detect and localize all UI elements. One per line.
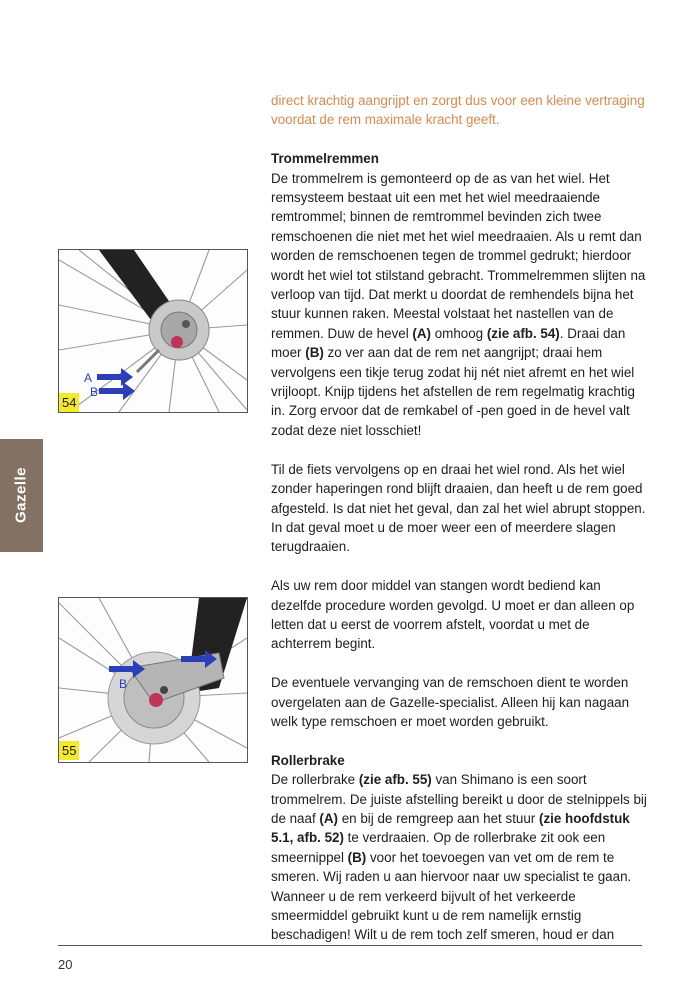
drum-ref-fig54: (zie afb. 54) — [486, 325, 560, 341]
drum-text-3: . Draai dan moer — [271, 325, 626, 361]
drum-brake-heading: Trommelremmen — [271, 151, 379, 167]
figure-54-label-b: B — [90, 385, 99, 399]
figure-54 — [58, 249, 248, 413]
drum-text-4: zo ver aan dat de rem net aangrijpt; draai hem vervolgens een tikje terug zodat hij nét niet afremt en het wiel vrijloopt. Knijp tijdens het afstellen de rem regelmatig krachtig in. Zorg ervoor dat de remkabel of -pen goed in de hevel valt zodat deze niet losschiet! — [271, 345, 635, 438]
figure-55 — [58, 597, 248, 763]
roller-text-5: voor het toevoegen van vet om de rem te smeren. Wij raden u aan hiervoor naar uw specialist te gaan. Wanneer u de rem verkeerd bijvult of het verkeerde smeermiddel gebruikt kunt u de rem namelijk ernstig beschadigen! Wilt u de rem toch zelf smeren, houd er dan — [271, 849, 632, 943]
drum-text-2: omhoog — [431, 325, 487, 341]
roller-text-3: en bij de remgreep aan het stuur — [338, 810, 539, 826]
brand-side-tab-label: Gazelle — [12, 466, 30, 524]
figure-54-label-a: A — [84, 371, 93, 385]
roller-text-4: te verdraaien. Op de rollerbrake zit ook een smeernippel — [271, 830, 606, 865]
body-text — [271, 91, 647, 964]
roller-text-1: De rollerbrake — [271, 772, 359, 788]
rollerbrake-heading: Rollerbrake — [271, 752, 345, 768]
roller-ref-chapter: (zie hoofdstuk 5.1, afb. 52) — [271, 810, 630, 846]
figure-55-label-b: B — [119, 677, 128, 691]
drum-text-1: De trommelrem is gemonteerd op de as van het wiel. Het remsysteem bestaat uit een met het wiel meedraaiende remtrommel; binnen de remtrommel bevinden zich twee remschoenen die niet met het wiel meedraaien. Als u remt dan worden de remschoenen tegen de trommel gedrukt; hierdoor wordt het wiel tot stilstand gebracht. Trommelremmen slijten na verloop van tijd. Dat merkt u doordat de remhendels bijna het stuur kunnen raken. Meestal volstaat het nastellen van de remmen. Duw de hevel — [271, 170, 646, 341]
roller-text-2: van Shimano is een soort trommelrem. De juiste afstelling bereikt u door de stelnippels bij de naaf — [271, 772, 647, 826]
page-number: 20 — [58, 957, 73, 972]
replace-paragraph: De eventuele vervanging van de remschoen dient te worden overgelaten aan de Gazelle-specialist. Alleen hij kan nagaan welk type remschoen er moet worden gebruikt. — [271, 675, 630, 729]
figure-54-number: 54 — [59, 393, 79, 412]
rods-paragraph: Als uw rem door middel van stangen wordt bediend kan dezelfde procedure worden gevolgd. U moet er dan alleen op letten dat u eerst de voorrem afstelt, voordat u met de achterrem begint. — [271, 578, 635, 652]
brand-side-tab — [0, 439, 43, 552]
spin-wheel-paragraph: Til de fiets vervolgens op en draai het wiel rond. Als het wiel zonder haperingen rond blijft draaien, dan heeft u de rem goed afgesteld. Is dat niet het geval, dan zal het wiel abrupt stoppen. In dat geval moet u de moer weer een of meerdere slagen terugdraaien. — [271, 461, 646, 555]
roller-ref-a: (A) — [319, 810, 338, 826]
intro-paragraph: direct krachtig aangrijpt en zorgt dus voor een kleine vertraging voordat de rem maximale kracht geeft. — [271, 93, 645, 128]
figure-55-number: 55 — [59, 741, 79, 760]
drum-ref-b: (B) — [305, 345, 324, 361]
footer-divider — [58, 945, 642, 946]
roller-ref-b: (B) — [347, 849, 367, 865]
drum-brake-section — [271, 149, 647, 440]
drum-ref-a: (A) — [412, 325, 431, 341]
roller-ref-fig55: (zie afb. 55) — [358, 772, 432, 788]
figure-54-photo — [59, 250, 247, 412]
rollerbrake-section — [271, 751, 647, 945]
figure-55-photo — [59, 598, 247, 762]
